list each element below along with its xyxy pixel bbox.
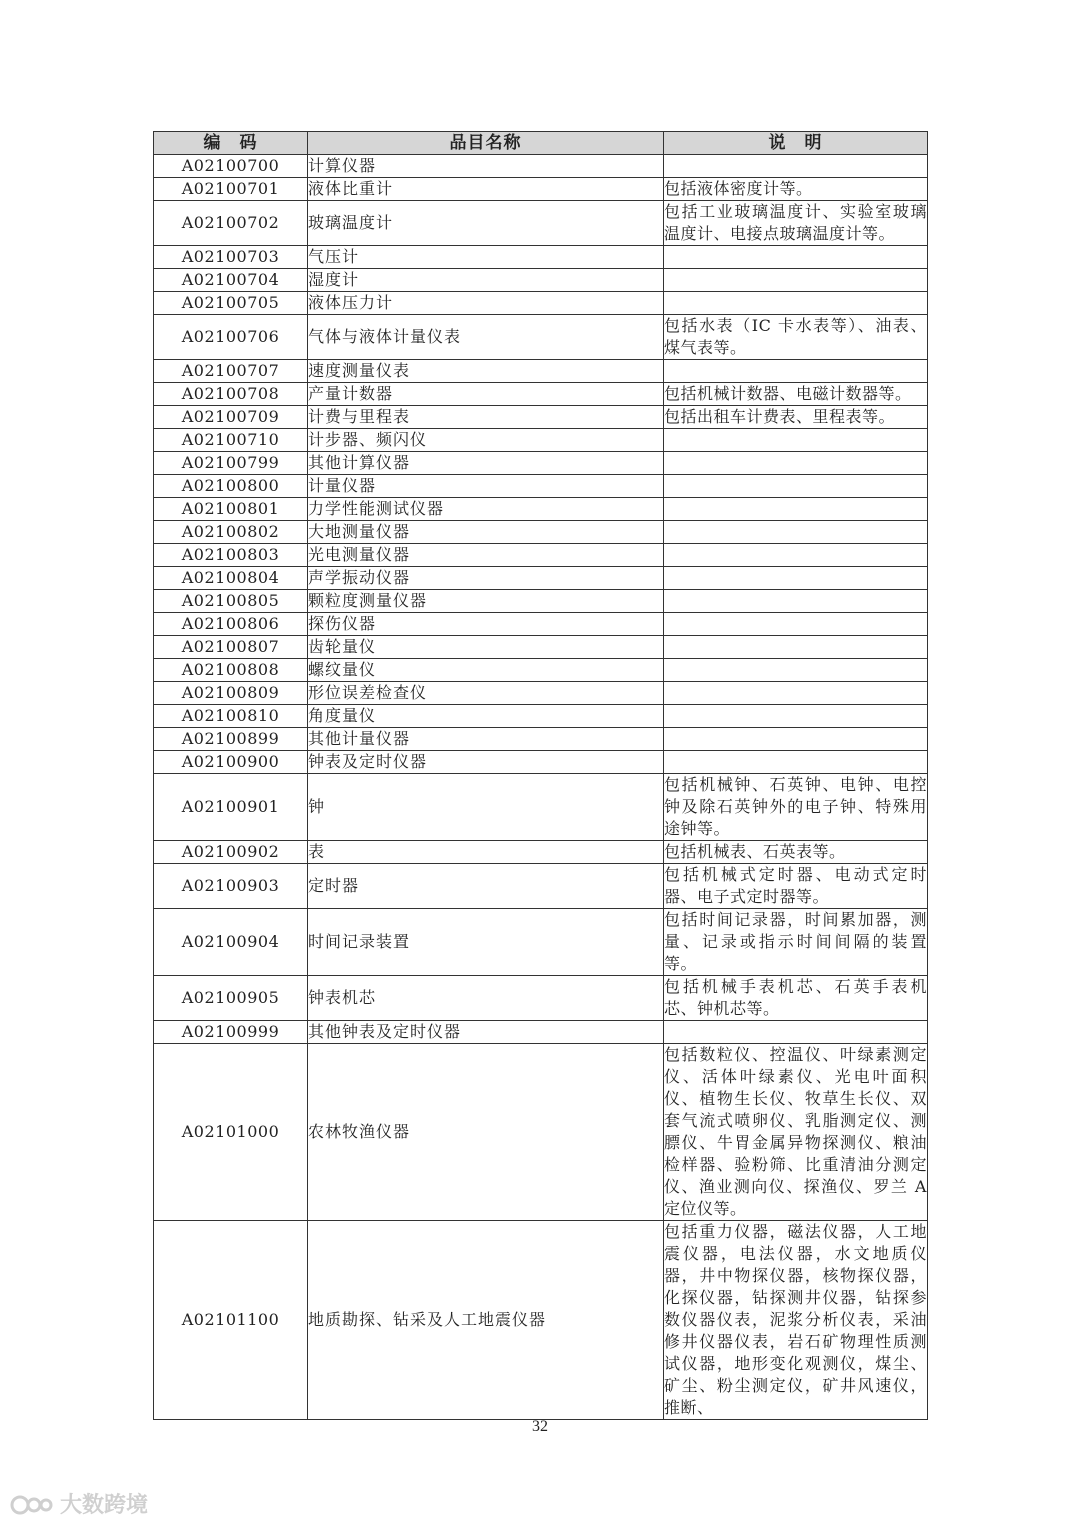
header-code: 编 码 — [154, 132, 308, 155]
item-code: A02100802 — [154, 521, 308, 544]
table-row — [154, 567, 928, 590]
item-name: 钟表机芯 — [308, 976, 664, 1021]
item-name: 钟 — [308, 774, 664, 841]
item-name: 其他钟表及定时仪器 — [308, 1021, 664, 1044]
item-code: A02100803 — [154, 544, 308, 567]
item-name: 时间记录装置 — [308, 909, 664, 976]
item-name: 计算仪器 — [308, 155, 664, 178]
table-row — [154, 360, 928, 383]
table-row — [154, 1221, 928, 1420]
item-name: 液体比重计 — [308, 178, 664, 201]
table-row — [154, 705, 928, 728]
table-row — [154, 659, 928, 682]
item-description: 包括机械手表机芯、石英手表机芯、钟机芯等。 — [664, 976, 928, 1021]
item-code: A02100900 — [154, 751, 308, 774]
table-row — [154, 976, 928, 1021]
item-code: A02100903 — [154, 864, 308, 909]
table-row — [154, 590, 928, 613]
item-code: A02100804 — [154, 567, 308, 590]
table-row — [154, 1021, 928, 1044]
item-code: A02100702 — [154, 201, 308, 246]
item-description: 包括水表（IC 卡水表等）、油表、煤气表等。 — [664, 315, 928, 360]
item-name: 形位误差检查仪 — [308, 682, 664, 705]
item-description — [664, 521, 928, 544]
table-row — [154, 383, 928, 406]
item-name: 计步器、频闪仪 — [308, 429, 664, 452]
item-name: 齿轮量仪 — [308, 636, 664, 659]
table-row — [154, 246, 928, 269]
table-row — [154, 498, 928, 521]
item-name: 钟表及定时仪器 — [308, 751, 664, 774]
header-name: 品目名称 — [308, 132, 664, 155]
item-code: A02100710 — [154, 429, 308, 452]
table-row — [154, 751, 928, 774]
header-desc: 说 明 — [664, 132, 928, 155]
item-name: 速度测量仪表 — [308, 360, 664, 383]
item-code: A02100801 — [154, 498, 308, 521]
item-name: 其他计算仪器 — [308, 452, 664, 475]
item-code: A02100704 — [154, 269, 308, 292]
item-name: 角度量仪 — [308, 705, 664, 728]
item-name: 螺纹量仪 — [308, 659, 664, 682]
item-description: 包括机械式定时器、电动式定时器、电子式定时器等。 — [664, 864, 928, 909]
item-description: 包括数粒仪、控温仪、叶绿素测定仪、活体叶绿素仪、光电叶面积仪、植物生长仪、牧草生长仪、双套气流式喷卵仪、乳脂测定仪、测膘仪、牛胃金属异物探测仪、粮油检样器、验粉筛、比重清油分测定仪、渔业测向仪、探渔仪、罗兰 A 定位仪等。 — [664, 1044, 928, 1221]
item-name: 力学性能测试仪器 — [308, 498, 664, 521]
item-code: A02100703 — [154, 246, 308, 269]
item-name: 产量计数器 — [308, 383, 664, 406]
item-description: 包括出租车计费表、里程表等。 — [664, 406, 928, 429]
item-description — [664, 728, 928, 751]
item-description: 包括工业玻璃温度计、实验室玻璃温度计、电接点玻璃温度计等。 — [664, 201, 928, 246]
item-description — [664, 292, 928, 315]
item-description: 包括重力仪器，磁法仪器，人工地震仪器，电法仪器，水文地质仪器，井中物探仪器，核物探仪器，化探仪器，钻探测井仪器，钻探参数仪器仪表，泥浆分析仪表，采油修井仪器仪表，岩石矿物理性质测试仪器，地形变化观测仪，煤尘、矿尘、粉尘测定仪，矿井风速仪，推断、 — [664, 1221, 928, 1420]
item-code: A02100905 — [154, 976, 308, 1021]
table-body — [154, 155, 928, 1420]
item-code: A02100709 — [154, 406, 308, 429]
item-name: 农林牧渔仪器 — [308, 1044, 664, 1221]
item-description — [664, 1021, 928, 1044]
item-name: 气压计 — [308, 246, 664, 269]
item-name: 湿度计 — [308, 269, 664, 292]
item-code: A02100706 — [154, 315, 308, 360]
watermark-logo-icon — [8, 1491, 54, 1517]
table-row — [154, 406, 928, 429]
item-code: A02100899 — [154, 728, 308, 751]
item-code: A02101000 — [154, 1044, 308, 1221]
watermark-text: 大数跨境 — [60, 1493, 149, 1518]
item-code: A02100707 — [154, 360, 308, 383]
item-description — [664, 429, 928, 452]
table-row — [154, 544, 928, 567]
table-row — [154, 452, 928, 475]
item-name: 探伤仪器 — [308, 613, 664, 636]
item-code: A02100902 — [154, 841, 308, 864]
table-row — [154, 475, 928, 498]
table-row — [154, 315, 928, 360]
item-description: 包括机械表、石英表等。 — [664, 841, 928, 864]
item-description — [664, 544, 928, 567]
item-code: A02100904 — [154, 909, 308, 976]
item-description — [664, 705, 928, 728]
item-description — [664, 452, 928, 475]
item-description — [664, 659, 928, 682]
item-name: 计量仪器 — [308, 475, 664, 498]
item-code: A02100799 — [154, 452, 308, 475]
table-row — [154, 155, 928, 178]
item-description — [664, 682, 928, 705]
table-row — [154, 613, 928, 636]
table-row — [154, 1044, 928, 1221]
catalog-table — [153, 131, 928, 1420]
item-description: 包括机械钟、石英钟、电钟、电控钟及除石英钟外的电子钟、特殊用途钟等。 — [664, 774, 928, 841]
table-row — [154, 269, 928, 292]
table-row — [154, 292, 928, 315]
item-description — [664, 269, 928, 292]
item-code: A02100806 — [154, 613, 308, 636]
page-number: 32 — [532, 1418, 548, 1435]
item-code: A02101100 — [154, 1221, 308, 1420]
item-name: 声学振动仪器 — [308, 567, 664, 590]
item-name: 气体与液体计量仪表 — [308, 315, 664, 360]
item-code: A02100807 — [154, 636, 308, 659]
item-code: A02100808 — [154, 659, 308, 682]
table-row — [154, 841, 928, 864]
item-description — [664, 155, 928, 178]
table-row — [154, 728, 928, 751]
item-description — [664, 636, 928, 659]
item-name: 其他计量仪器 — [308, 728, 664, 751]
item-name: 大地测量仪器 — [308, 521, 664, 544]
item-name: 颗粒度测量仪器 — [308, 590, 664, 613]
item-name: 定时器 — [308, 864, 664, 909]
item-code: A02100901 — [154, 774, 308, 841]
item-code: A02100701 — [154, 178, 308, 201]
item-code: A02100705 — [154, 292, 308, 315]
table-row — [154, 201, 928, 246]
item-code: A02100700 — [154, 155, 308, 178]
table-row — [154, 682, 928, 705]
item-code: A02100800 — [154, 475, 308, 498]
item-code: A02100708 — [154, 383, 308, 406]
table-row — [154, 521, 928, 544]
item-name: 表 — [308, 841, 664, 864]
item-code: A02100999 — [154, 1021, 308, 1044]
item-code: A02100805 — [154, 590, 308, 613]
table-row — [154, 429, 928, 452]
table-row — [154, 178, 928, 201]
item-code: A02100809 — [154, 682, 308, 705]
item-name: 地质勘探、钻采及人工地震仪器 — [308, 1221, 664, 1420]
item-description: 包括机械计数器、电磁计数器等。 — [664, 383, 928, 406]
item-description — [664, 246, 928, 269]
table-row — [154, 864, 928, 909]
item-description — [664, 498, 928, 521]
item-description — [664, 590, 928, 613]
table-header-row — [154, 132, 928, 155]
item-name: 玻璃温度计 — [308, 201, 664, 246]
table-row — [154, 636, 928, 659]
table-row — [154, 909, 928, 976]
item-code: A02100810 — [154, 705, 308, 728]
item-description — [664, 751, 928, 774]
item-description — [664, 475, 928, 498]
item-description — [664, 360, 928, 383]
item-description: 包括时间记录器，时间累加器，测量、记录或指示时间间隔的装置等。 — [664, 909, 928, 976]
item-name: 光电测量仪器 — [308, 544, 664, 567]
item-description — [664, 567, 928, 590]
item-name: 液体压力计 — [308, 292, 664, 315]
item-description — [664, 613, 928, 636]
watermark — [8, 1488, 148, 1519]
item-name: 计费与里程表 — [308, 406, 664, 429]
item-description: 包括液体密度计等。 — [664, 178, 928, 201]
table-row — [154, 774, 928, 841]
